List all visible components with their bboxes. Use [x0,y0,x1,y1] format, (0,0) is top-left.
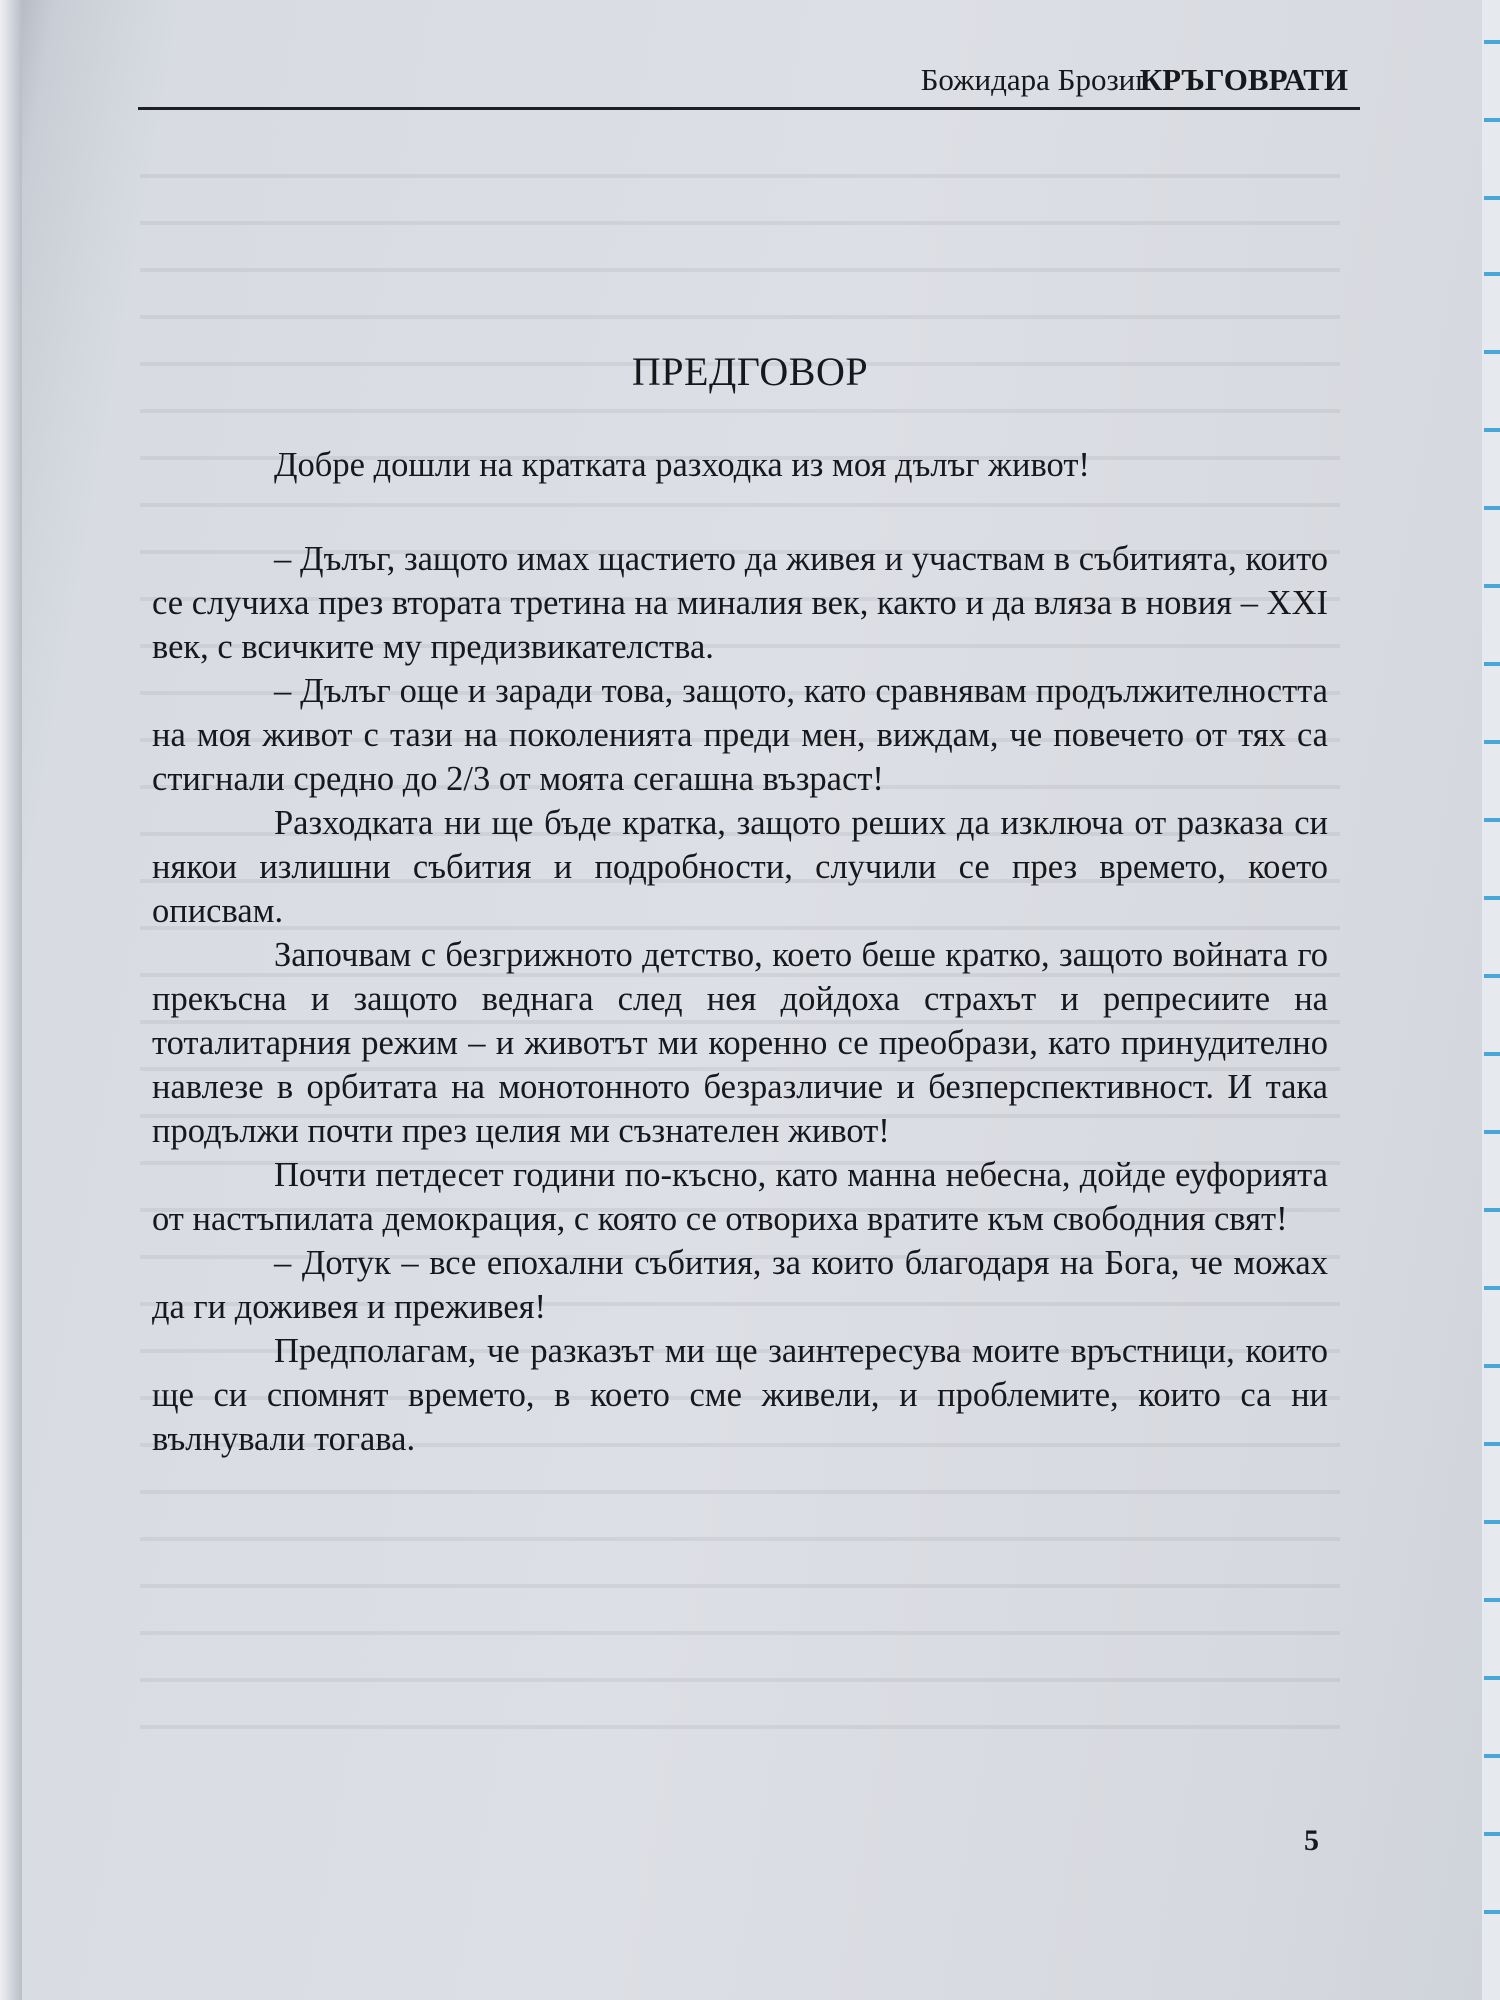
paragraph: Започвам с безгрижното детство, което беше кратко, защото войната го прекъсна и защото веднага след нея дойдоха страхът и репресиите на тоталитарния режим – и животът ми коренно се преобрази, като принудително навлезе в орбитата на монотонното безразличие и безперспективност. И така продължи почти през целия ми съзнателен живот! [152,936,1328,1150]
paragraph: – Дълъг още и заради това, защото, като сравнявам продължителността на моя живот с тази на поколенията преди мен, виждам, че повечето от тях са стигнали средно до 2/3 от моята сегашна възраст! [152,672,1328,798]
paragraph: Добре дошли на кратката разходка из моя дълъг живот! [274,446,1090,484]
header-book-title: КРЪГОВРАТИ [1139,62,1348,97]
paragraph: Разходката ни ще бъде кратка, защото реших да изключа от разказа си някои излишни събития и подробности, случили се през времето, което описвам. [152,804,1328,930]
paragraph: Почти петдесет години по-късно, като манна небесна, дойде еуфорията от настъпилата демокрация, с която се отвориха вратите към свободния свят! [152,1156,1328,1238]
header-author: Божидара Брозиг [920,62,1148,97]
book-binding-edge [0,0,22,2000]
page-number: 5 [1304,1824,1319,1857]
body-text [152,443,1328,1461]
paragraph: Предполагам, че разказът ми ще заинтересува моите връстници, които ще си спомнят времето, в което сме живели, и проблемите, които са ни вълнували тогава. [152,1332,1328,1458]
paragraph: – Дълъг, защото имах щастието да живея и участвам в събитията, които се случиха през втората третина на миналия век, както и да вляза в новия – XXI век, с всичките му предизвикателства. [152,540,1328,666]
running-header [138,58,1360,110]
chapter-title: ПРЕДГОВОР [631,349,869,394]
notebook-page-edge [1482,0,1500,2000]
paragraph: – Дотук – все епохални събития, за които благодаря на Бога, че можах да ги доживея и преживея! [152,1244,1328,1326]
header-rule [138,107,1360,110]
